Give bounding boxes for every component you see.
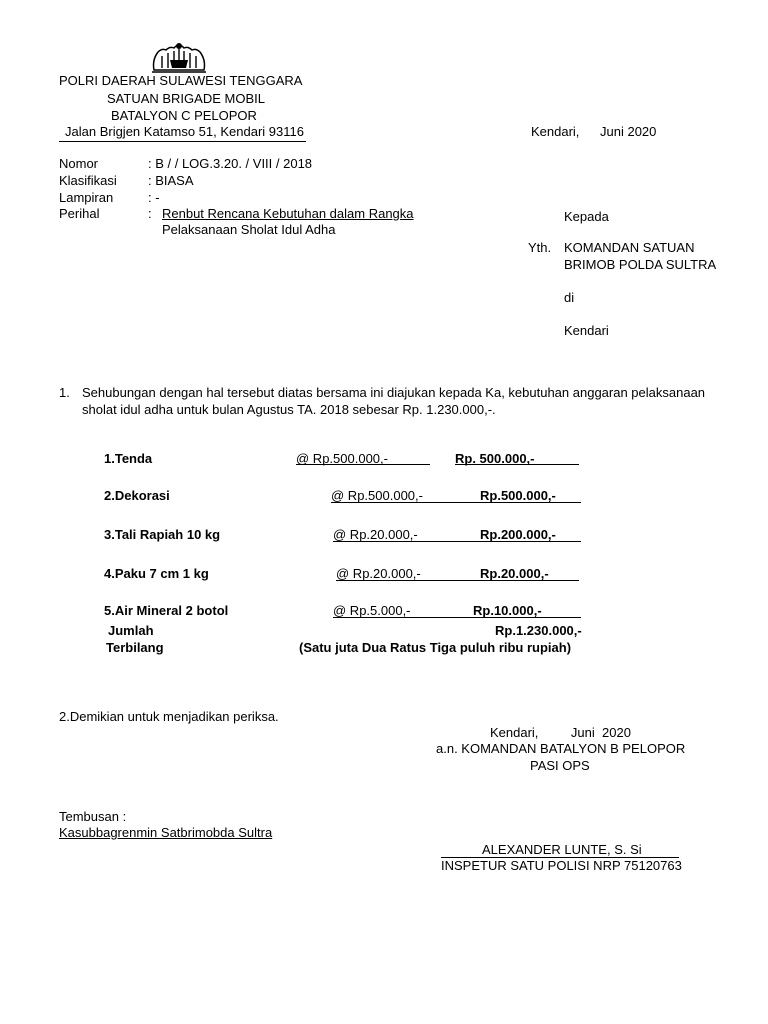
paragraph-1-number: 1. xyxy=(59,385,70,400)
item-underline xyxy=(333,541,581,542)
item-name: 3.Tali Rapiah 10 kg xyxy=(104,527,221,542)
item-unit-price: @ Rp.5.000,- xyxy=(333,603,411,618)
kepada-label: Kepada xyxy=(564,209,609,224)
recipient-di: di xyxy=(564,290,575,305)
item-unit-price: @ Rp.500.000,- xyxy=(331,488,423,503)
header-date: Juni 2020 xyxy=(600,124,657,139)
perihal-line2: Pelaksanaan Sholat Idul Adha xyxy=(162,222,336,237)
address-underline xyxy=(59,141,306,142)
item-total: Rp. 500.000,- xyxy=(455,451,535,466)
header-place: Kendari, xyxy=(531,124,580,139)
item-total: Rp.20.000,- xyxy=(480,566,549,581)
signatory-name: ALEXANDER LUNTE, S. Si xyxy=(482,842,642,857)
lampiran-value: : - xyxy=(148,190,160,205)
item-unit-price: @ Rp.20.000,- xyxy=(336,566,421,581)
item-underline xyxy=(336,580,579,581)
police-emblem-icon xyxy=(148,40,210,74)
signature-line1: a.n. KOMANDAN BATALYON B PELOPOR xyxy=(436,741,686,756)
jumlah-value: Rp.1.230.000,- xyxy=(495,623,582,638)
item-name: 4.Paku 7 cm 1 kg xyxy=(104,566,209,581)
tembusan-item: Kasubbagrenmin Satbrimobda Sultra xyxy=(59,825,273,840)
item-unit-price: @ Rp.500.000,- xyxy=(296,451,388,466)
paragraph-1-line2: sholat idul adha untuk bulan Agustus TA. 2018 sebesar Rp. 1.230.000,-. xyxy=(82,402,496,417)
item-unit-price: @ Rp.20.000,- xyxy=(333,527,418,542)
recipient-line1: KOMANDAN SATUAN xyxy=(564,240,695,255)
item-underline xyxy=(333,617,581,618)
perihal-label: Perihal xyxy=(59,206,100,221)
signature-place-date: Kendari, Juni 2020 xyxy=(490,725,631,740)
item-underline xyxy=(331,502,581,503)
perihal-line1: Renbut Rencana Kebutuhan dalam Rangka xyxy=(162,206,414,221)
item-price-underline xyxy=(296,464,430,465)
paragraph-1-line1: Sehubungan dengan hal tersebut diatas bersama ini diajukan kepada Ka, kebutuhan anggaran pelaksanaan xyxy=(82,385,706,400)
signature-line2: PASI OPS xyxy=(530,758,590,773)
nomor-value: : B / / LOG.3.20. / VIII / 2018 xyxy=(148,156,313,171)
org-line2: SATUAN BRIGADE MOBIL xyxy=(107,91,265,106)
item-total: Rp.200.000,- xyxy=(480,527,556,542)
lampiran-label: Lampiran xyxy=(59,190,114,205)
signatory-rank: INSPETUR SATU POLISI NRP 75120763 xyxy=(441,858,682,873)
item-name: 5.Air Mineral 2 botol xyxy=(104,603,229,618)
item-total: Rp.10.000,- xyxy=(473,603,542,618)
item-total-underline xyxy=(455,464,579,465)
nomor-label: Nomor xyxy=(59,156,99,171)
jumlah-label: Jumlah xyxy=(108,623,154,638)
klasifikasi-value: : BIASA xyxy=(148,173,194,188)
recipient-city: Kendari xyxy=(564,323,609,338)
tembusan-label: Tembusan : xyxy=(59,809,127,824)
item-total: Rp.500.000,- xyxy=(480,488,556,503)
item-name: 1.Tenda xyxy=(104,451,153,466)
org-address: Jalan Brigjen Katamso 51, Kendari 93116 xyxy=(65,124,304,139)
terbilang-value: (Satu juta Dua Ratus Tiga puluh ribu rupiah) xyxy=(299,640,572,655)
terbilang-label: Terbilang xyxy=(106,640,164,655)
item-name: 2.Dekorasi xyxy=(104,488,170,503)
klasifikasi-label: Klasifikasi xyxy=(59,173,117,188)
org-line3: BATALYON C PELOPOR xyxy=(111,108,257,123)
org-line1: POLRI DAERAH SULAWESI TENGGARA xyxy=(59,73,303,88)
perihal-colon: : xyxy=(148,206,152,221)
yth-label: Yth. xyxy=(528,240,552,255)
recipient-line2: BRIMOB POLDA SULTRA xyxy=(564,257,717,272)
paragraph-2: 2.Demikian untuk menjadikan periksa. xyxy=(59,709,279,724)
